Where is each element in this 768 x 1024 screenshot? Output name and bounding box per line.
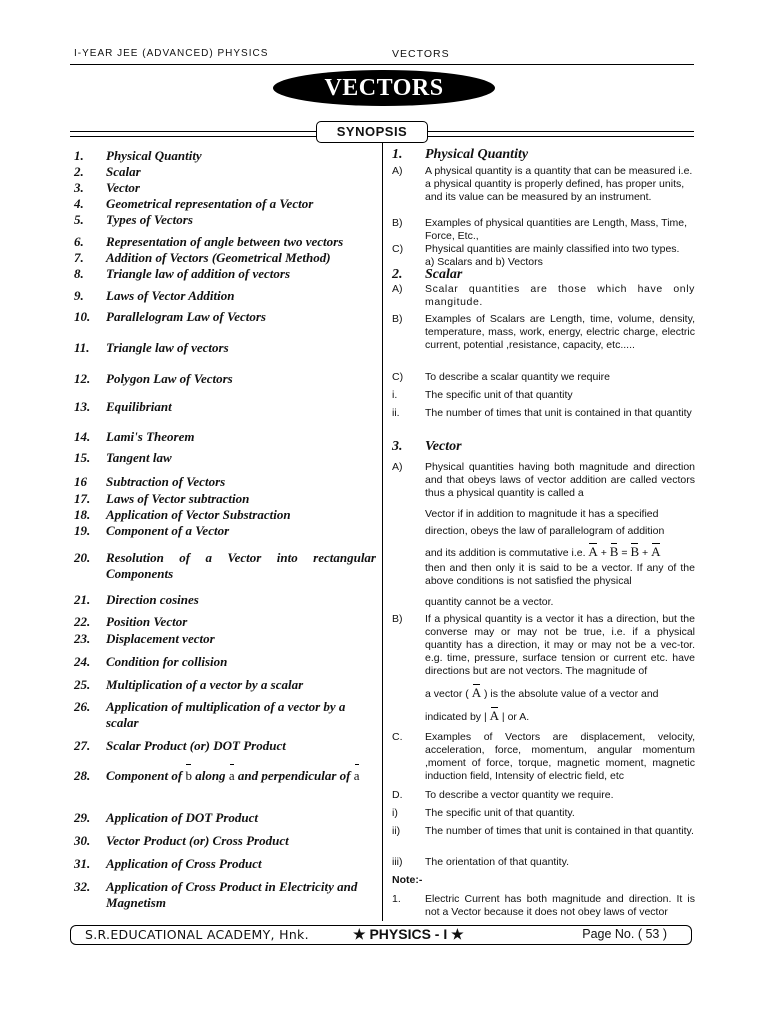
vector-A-symbol: A (651, 544, 661, 559)
vector-A-symbol: A (489, 708, 499, 723)
vector-A-symbol: A (471, 685, 482, 700)
synopsis-label: SYNOPSIS (316, 121, 428, 143)
vector-a-symbol: a (229, 766, 235, 786)
vector-B-symbol: B (609, 544, 619, 559)
header-rule (70, 64, 694, 65)
running-header-left: I-YEAR JEE (ADVANCED) PHYSICS (74, 48, 269, 59)
footer-place: Hnk. (279, 927, 309, 942)
page-footer (70, 925, 692, 945)
footer-subject: ★ PHYSICS - I ★ (353, 926, 464, 942)
vector-b-symbol: b (185, 766, 192, 786)
footer-academy: S.R.EDUCATIONAL ACADEMY, (85, 927, 275, 942)
chapter-title: VECTORS (273, 70, 495, 106)
page-number: Page No. ( 53 ) (582, 927, 667, 941)
vector-a-symbol: a (354, 766, 360, 786)
vector-A-symbol: A (588, 544, 598, 559)
running-header-right: VECTORS (392, 48, 450, 60)
column-divider (382, 143, 383, 921)
vector-B-symbol: B (630, 544, 640, 559)
